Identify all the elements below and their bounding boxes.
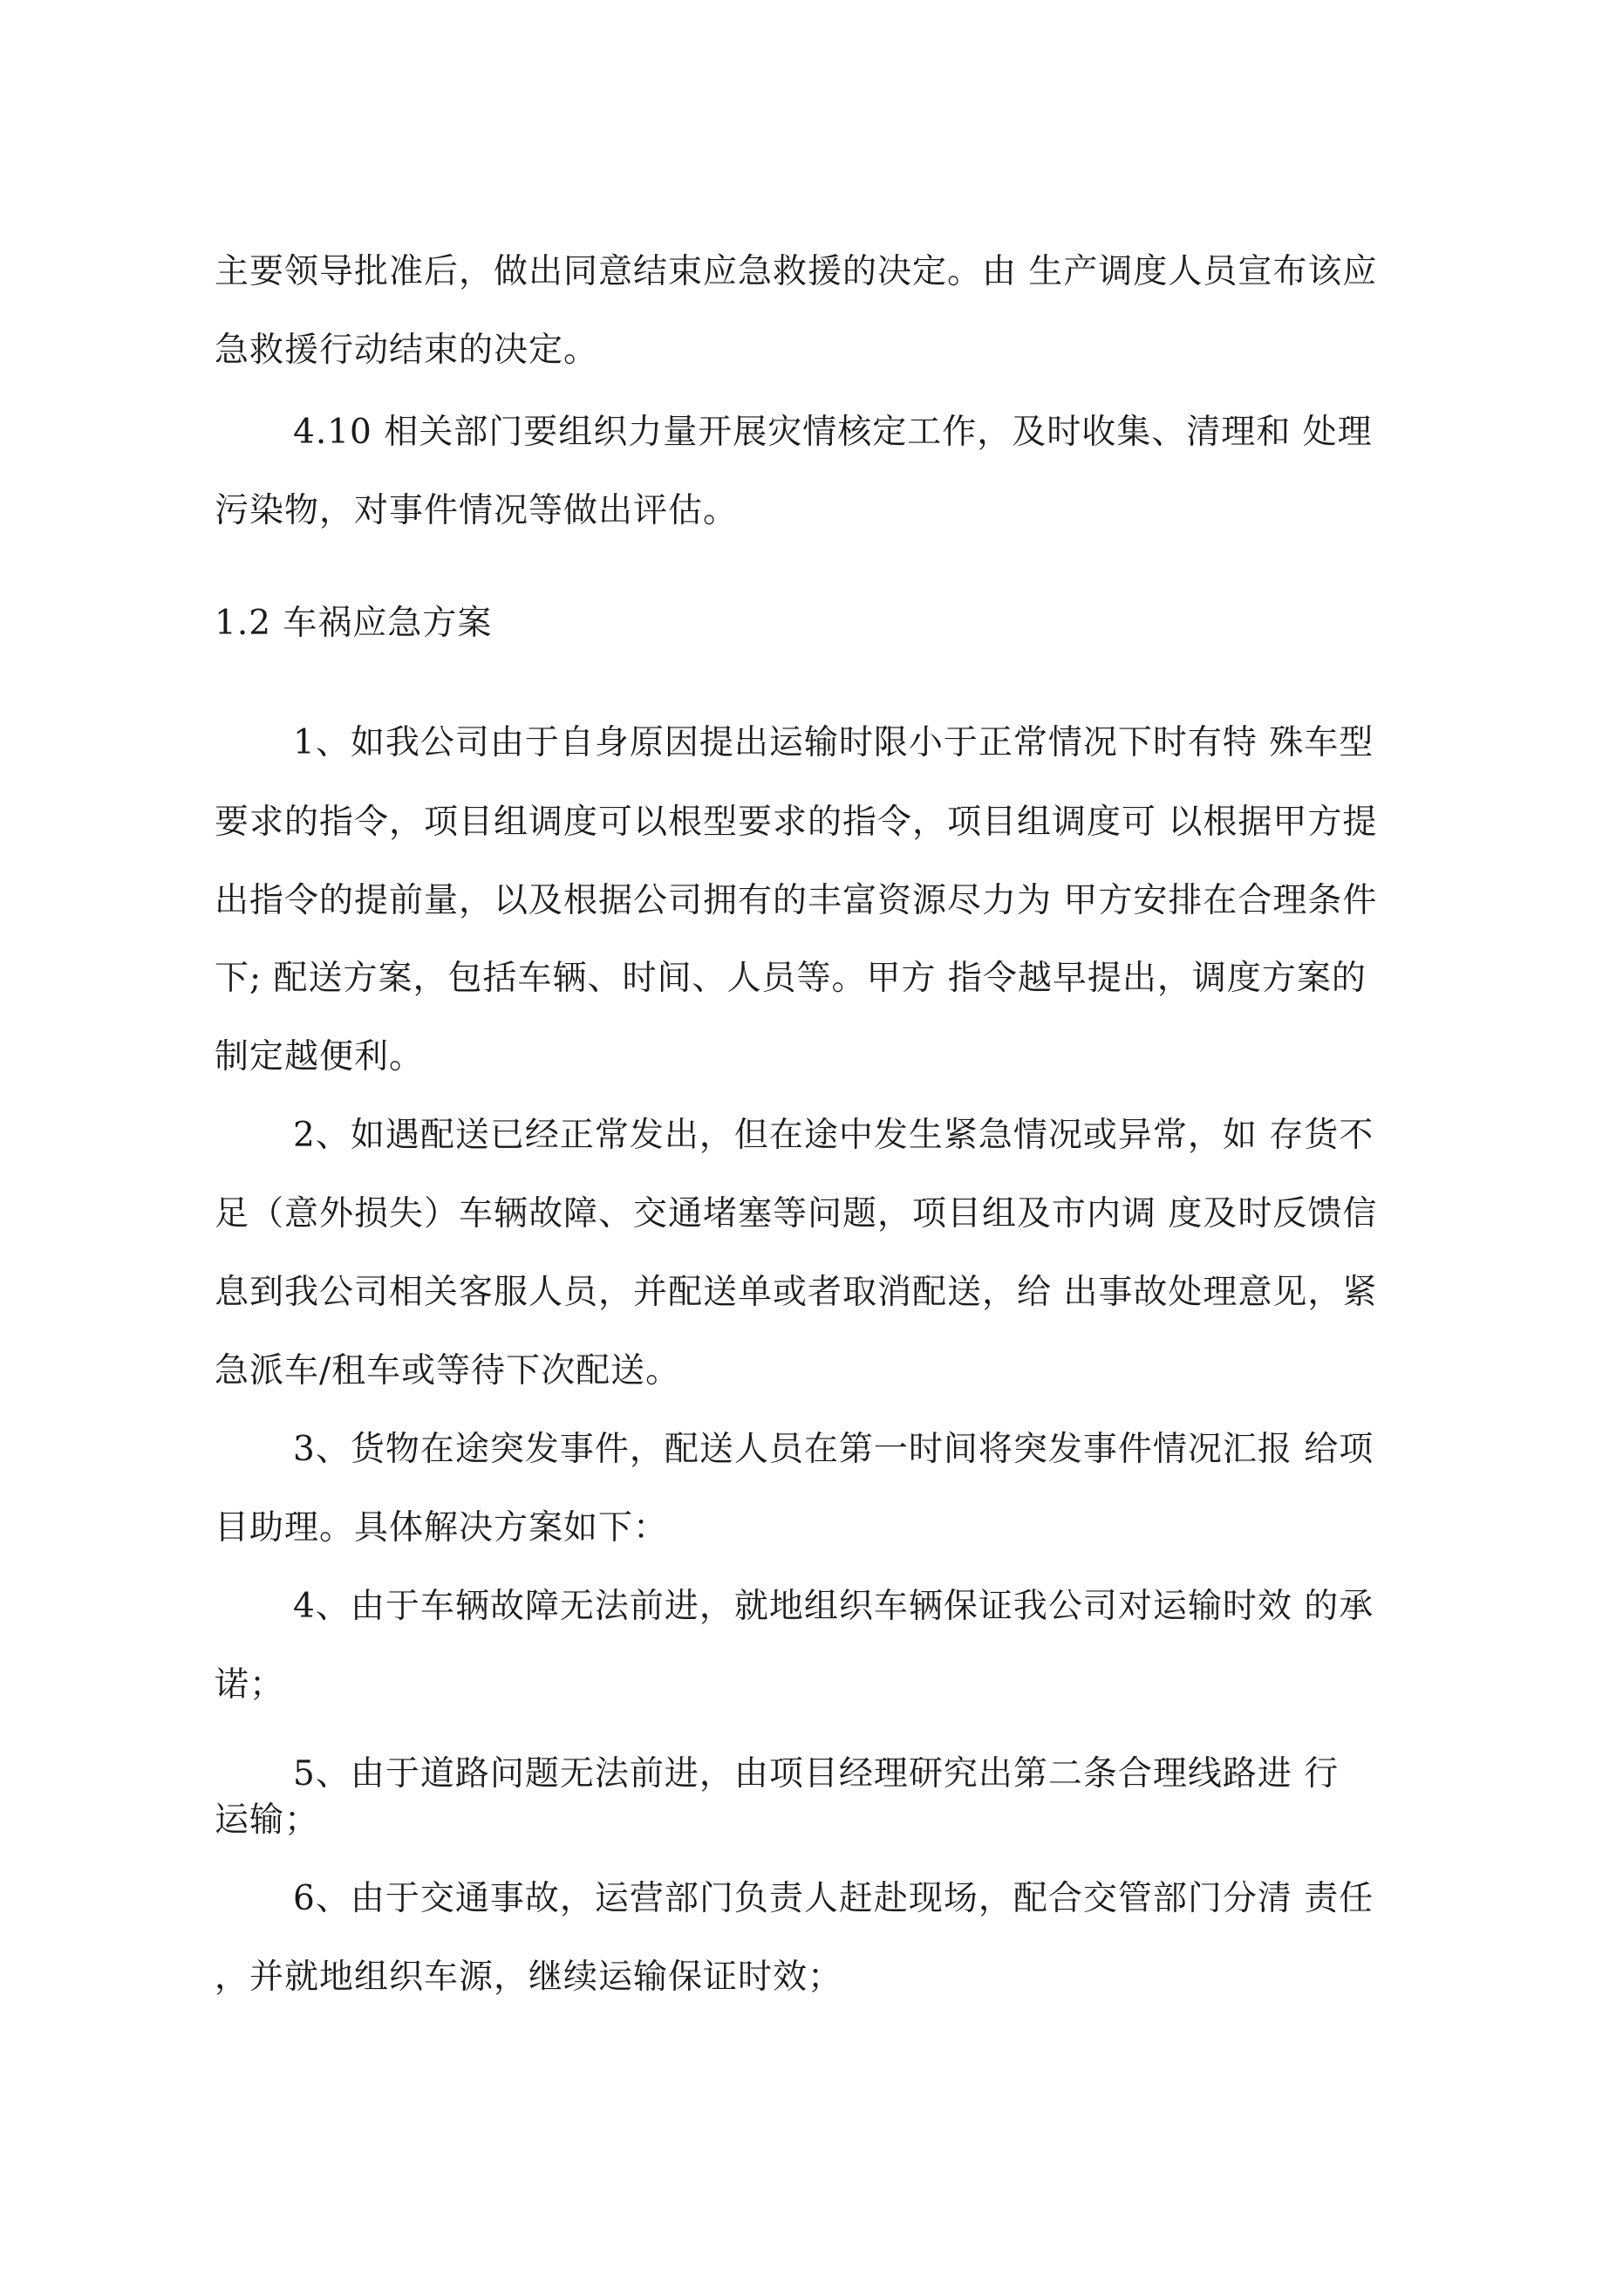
item-4-line-1: 4、由于车辆故障无法前进，就地组织车辆保证我公司对运输时效 的承 xyxy=(293,1587,1374,1626)
paragraph-approval-line-1: 主要领导批准后，做出同意结束应急救援的决定。由 生产调度人员宣布该应 xyxy=(215,252,1378,291)
item-5-line-2: 运输； xyxy=(215,1801,320,1840)
item-3-line-2: 目助理。具体解决方案如下： xyxy=(215,1508,669,1548)
item-2-line-2: 足（意外损失）车辆故障、交通堵塞等问题，项目组及市内调 度及时反馈信 xyxy=(215,1194,1378,1233)
item-6-line-2: ，并就地组织车源，继续运输保证时效； xyxy=(215,1958,843,1997)
item-1-line-3: 出指令的提前量，以及根据公司拥有的丰富资源尽力为 甲方安排在合理条件 xyxy=(215,881,1378,920)
item-1-line-1: 1、如我公司由于自身原因提出运输时限小于正常情况下时有特 殊车型 xyxy=(293,723,1374,762)
item-1-line-5: 制定越便利。 xyxy=(215,1037,425,1076)
paragraph-approval-line-2: 急救援行动结束的决定。 xyxy=(215,331,599,370)
item-4-line-2: 诺； xyxy=(215,1665,285,1705)
item-2-line-3: 息到我公司相关客服人员，并配送单或者取消配送，给 出事故处理意见，紧 xyxy=(215,1273,1378,1312)
item-1-line-2: 要求的指令，项目组调度可以根型要求的指令，项目组调度可 以根据甲方提 xyxy=(215,803,1378,842)
section-heading-1-2: 1.2 车祸应急方案 xyxy=(215,604,493,643)
item-5-line-1: 5、由于道路问题无法前进，由项目经理研究出第二条合理线路进 行 xyxy=(293,1754,1340,1794)
paragraph-4-10-line-1: 4.10 相关部门要组织力量开展灾情核定工作，及时收集、清理和 处理 xyxy=(293,413,1373,452)
item-2-line-4: 急派车/租车或等待下次配送。 xyxy=(215,1351,681,1391)
item-1-line-4: 下; 配送方案，包括车辆、时间、人员等。甲方 指令越早提出，调度方案的 xyxy=(215,959,1367,998)
item-3-line-1: 3、货物在途突发事件，配送人员在第一时间将突发事件情况汇报 给项 xyxy=(293,1430,1374,1469)
item-2-line-1: 2、如遇配送已经正常发出，但在途中发生紧急情况或异常，如 存货不 xyxy=(293,1116,1374,1155)
item-6-line-1: 6、由于交通事故，运营部门负责人赶赴现场，配合交管部门分清 责任 xyxy=(293,1879,1374,1918)
paragraph-4-10-line-2: 污染物，对事件情况等做出评估。 xyxy=(215,491,739,530)
